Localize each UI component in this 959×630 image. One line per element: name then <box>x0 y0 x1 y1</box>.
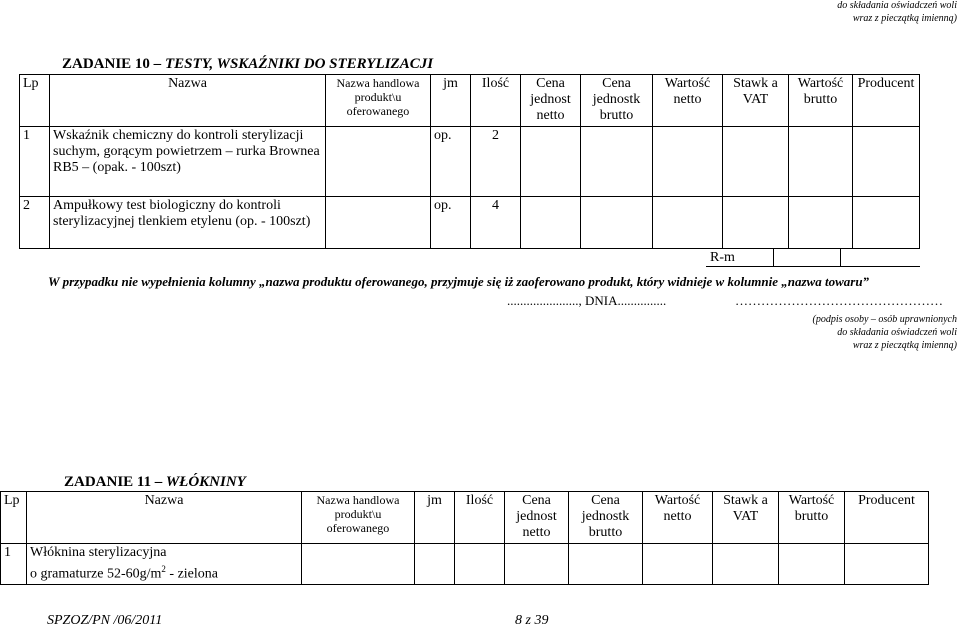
row-wartosc-brutto-cell[interactable] <box>779 544 845 585</box>
superscript-2: 2 <box>161 564 166 574</box>
date-line: ......................, DNIA............... <box>507 293 667 308</box>
col-jm: jm <box>415 492 455 544</box>
rm-divider-1 <box>773 248 774 267</box>
row-ilosc-cell[interactable] <box>455 544 505 585</box>
row-lp: 1 <box>20 127 50 197</box>
col-cena-netto: Cena jednost netto <box>505 492 569 544</box>
row-wartosc-brutto-cell[interactable] <box>789 127 853 197</box>
row-ilosc: 2 <box>471 127 521 197</box>
col-stawka-vat: Stawk a VAT <box>713 492 779 544</box>
header-note <box>657 0 957 25</box>
row-cena-netto-cell[interactable] <box>505 544 569 585</box>
col-ilosc: Ilość <box>455 492 505 544</box>
signature-note-line2: do składania oświadczeń woli <box>837 327 957 338</box>
row-cena-netto-cell[interactable] <box>521 127 581 197</box>
row-stawka-cell[interactable] <box>723 197 789 249</box>
row-nazwa: Wskaźnik chemiczny do kontroli sterylizacji suchym, gorącym powietrzem – rurka Brownea RB5 – (opak. - 100szt) <box>50 127 326 197</box>
row-nazwa: Ampułkowy test biologiczny do kontroli sterylizacyjnej tlenkiem etylenu (op. - 100szt) <box>50 197 326 249</box>
col-stawka-vat: Stawk a VAT <box>723 75 789 127</box>
col-nazwa: Nazwa <box>50 75 326 127</box>
col-wartosc-brutto: Wartość brutto <box>779 492 845 544</box>
row-handlowa-cell[interactable] <box>326 127 431 197</box>
header-note-line1: do składania oświadczeń woli <box>837 0 957 11</box>
col-lp: Lp <box>1 492 27 544</box>
row-jm-cell[interactable] <box>415 544 455 585</box>
rm-label: R-m <box>710 250 735 265</box>
section10-title <box>62 56 433 73</box>
row-stawka-cell[interactable] <box>723 127 789 197</box>
col-nazwa: Nazwa <box>27 492 302 544</box>
section10-title-rest: – TESTY, WSKAŹNIKI DO STERYLIZACJI <box>153 56 434 72</box>
row-nazwa <box>27 544 302 585</box>
col-nazwa-handlowa: Nazwa handlowa produkt\u oferowanego <box>302 492 415 544</box>
row-lp: 2 <box>20 197 50 249</box>
section10-title-prefix: ZADANIE 10 <box>62 56 150 72</box>
table-row <box>20 197 920 249</box>
col-cena-brutto: Cena jednostk brutto <box>581 75 653 127</box>
header-note-line2: wraz z pieczątką imienną) <box>852 13 957 24</box>
row-nazwa-line2 <box>30 561 298 583</box>
row-producent-cell[interactable] <box>853 197 920 249</box>
col-cena-netto: Cena jednost netto <box>521 75 581 127</box>
row-wartosc-netto-cell[interactable] <box>653 197 723 249</box>
section11-header-row <box>1 492 929 544</box>
section11-table <box>0 491 929 585</box>
section10-header-row <box>20 75 920 127</box>
row-lp: 1 <box>1 544 27 585</box>
footer-doc-id: SPZOZ/PN /06/2011 <box>47 613 163 628</box>
row-cena-brutto-cell[interactable] <box>569 544 643 585</box>
table-row <box>20 127 920 197</box>
signature-note-line1: (podpis osoby – osób uprawnionych <box>812 314 957 325</box>
col-cena-brutto: Cena jednostk brutto <box>569 492 643 544</box>
col-wartosc-netto: Wartość netto <box>653 75 723 127</box>
col-producent: Producent <box>853 75 920 127</box>
row-jm: op. <box>431 127 471 197</box>
col-wartosc-netto: Wartość netto <box>643 492 713 544</box>
row-nazwa-line2-text: o gramaturze 52-60g/m <box>30 566 162 582</box>
col-lp: Lp <box>20 75 50 127</box>
row-cena-brutto-cell[interactable] <box>581 127 653 197</box>
row-wartosc-brutto-cell[interactable] <box>789 197 853 249</box>
col-wartosc-brutto: Wartość brutto <box>789 75 853 127</box>
notice-text: W przypadku nie wypełnienia kolumny „nazwa produktu oferowanego, przyjmuje się iż zaoferowano produkt, który widnieje w kolumnie „nazwa towaru” <box>48 274 870 289</box>
row-jm: op. <box>431 197 471 249</box>
section11-title-rest: – WŁÓKNINY <box>154 474 246 490</box>
row-stawka-cell[interactable] <box>713 544 779 585</box>
row-handlowa-cell[interactable] <box>326 197 431 249</box>
row-nazwa-line1: Włóknina sterylizacyjna <box>30 545 167 560</box>
rm-underline <box>706 266 920 267</box>
rm-divider-2 <box>840 248 841 267</box>
col-nazwa-handlowa: Nazwa handlowa produkt\u oferowanego <box>326 75 431 127</box>
col-jm: jm <box>431 75 471 127</box>
row-cena-netto-cell[interactable] <box>521 197 581 249</box>
section11-title <box>64 474 246 491</box>
row-producent-cell[interactable] <box>845 544 929 585</box>
signature-note <box>657 313 957 352</box>
signature-note-line3: wraz z pieczątką imienną) <box>852 340 957 351</box>
section11-title-prefix: ZADANIE 11 <box>64 474 152 490</box>
row-ilosc: 4 <box>471 197 521 249</box>
row-producent-cell[interactable] <box>853 127 920 197</box>
row-cena-brutto-cell[interactable] <box>581 197 653 249</box>
signature-dots: ………………………………………… <box>735 293 943 308</box>
col-producent: Producent <box>845 492 929 544</box>
section10-table <box>19 74 920 249</box>
row-wartosc-netto-cell[interactable] <box>643 544 713 585</box>
row-wartosc-netto-cell[interactable] <box>653 127 723 197</box>
row-nazwa-line3: - zielona <box>165 566 218 582</box>
table-row <box>1 544 929 585</box>
col-ilosc: Ilość <box>471 75 521 127</box>
footer-page-number: 8 z 39 <box>515 613 549 628</box>
row-handlowa-cell[interactable] <box>302 544 415 585</box>
